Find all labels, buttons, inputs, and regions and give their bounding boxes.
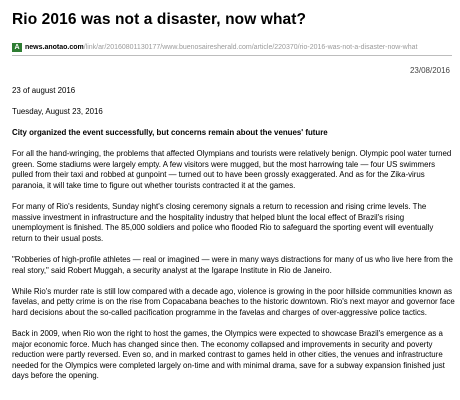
source-path[interactable]: /link/ar/20160801130177/www.buenosairesherald.com/article/220370/rio-2016-was-not-a-disaster-now-what: [83, 44, 418, 51]
anotao-logo-icon: A: [12, 43, 22, 52]
source-link[interactable]: [12, 43, 452, 52]
article-body: [12, 86, 456, 392]
article-title: Rio 2016 was not a disaster, now what?: [12, 11, 307, 28]
archived-date: 23/08/2016: [409, 66, 450, 75]
header-divider: [12, 55, 452, 56]
source-domain[interactable]: news.anotao.com: [25, 44, 84, 51]
article-subheading: City organized the event successfully, but concerns remain about the venues' future: [12, 128, 328, 138]
paragraph: For all the hand-wringing, the problems that affected Olympians and tourists were relatively benign. Olympic pool water turned green. Some stadiums were largely empty. A few visitors were mugged, but the most harrowing tale — four US swimmers pulled from their taxi and robbed at gunpoint — turned out to have been grossly exaggerated. And as for the Zika-virus paranoia, it will take time to figure out whether tourists contracted it at the games.: [12, 149, 452, 191]
paragraph: While Rio's murder rate is still low compared with a decade ago, violence is growing in the poor hillside communities known as favelas, and petty crime is on the rise from Copacabana beaches to the historic downtown. Rio's next mayor and governor face hard decisions about the so-called pacification programme in the favelas and charges of over-aggressive police tactics.: [12, 286, 455, 317]
dateline: 23 of august 2016: [12, 86, 76, 95]
paragraph: Back in 2009, when Rio won the right to host the games, the Olympics were expected to showcase Brazil's emergence as a major economic force. Much has changed since then. The economy collapsed and improvements in security and poverty reduction were partly reversed. Even so, and in marked contrast to games held in other cities, the venues and infrastructure needed for the Olympics were completed largely on-time and with minimal drama, save for a subway expansion finished just days before the opening.: [12, 329, 445, 381]
paragraph: For many of Rio's residents, Sunday night's closing ceremony signals a return to recession and rising crime levels. The massive investment in infrastructure and the hospitality industry that helped blunt the local effect of Brazil's rising unemployment is finished. The 85,000 soldiers and police who flooded Rio to safeguard the sporting event will eventually return to their usual posts.: [12, 202, 434, 243]
paragraph: "Robberies of high-profile athletes — real or imagined — were in many ways distractions for many of us who live here from the real story," said Robert Muggah, a security analyst at the Igarape Institute in Rio de Janeiro.: [12, 255, 453, 275]
day-line: Tuesday, August 23, 2016: [12, 107, 103, 117]
